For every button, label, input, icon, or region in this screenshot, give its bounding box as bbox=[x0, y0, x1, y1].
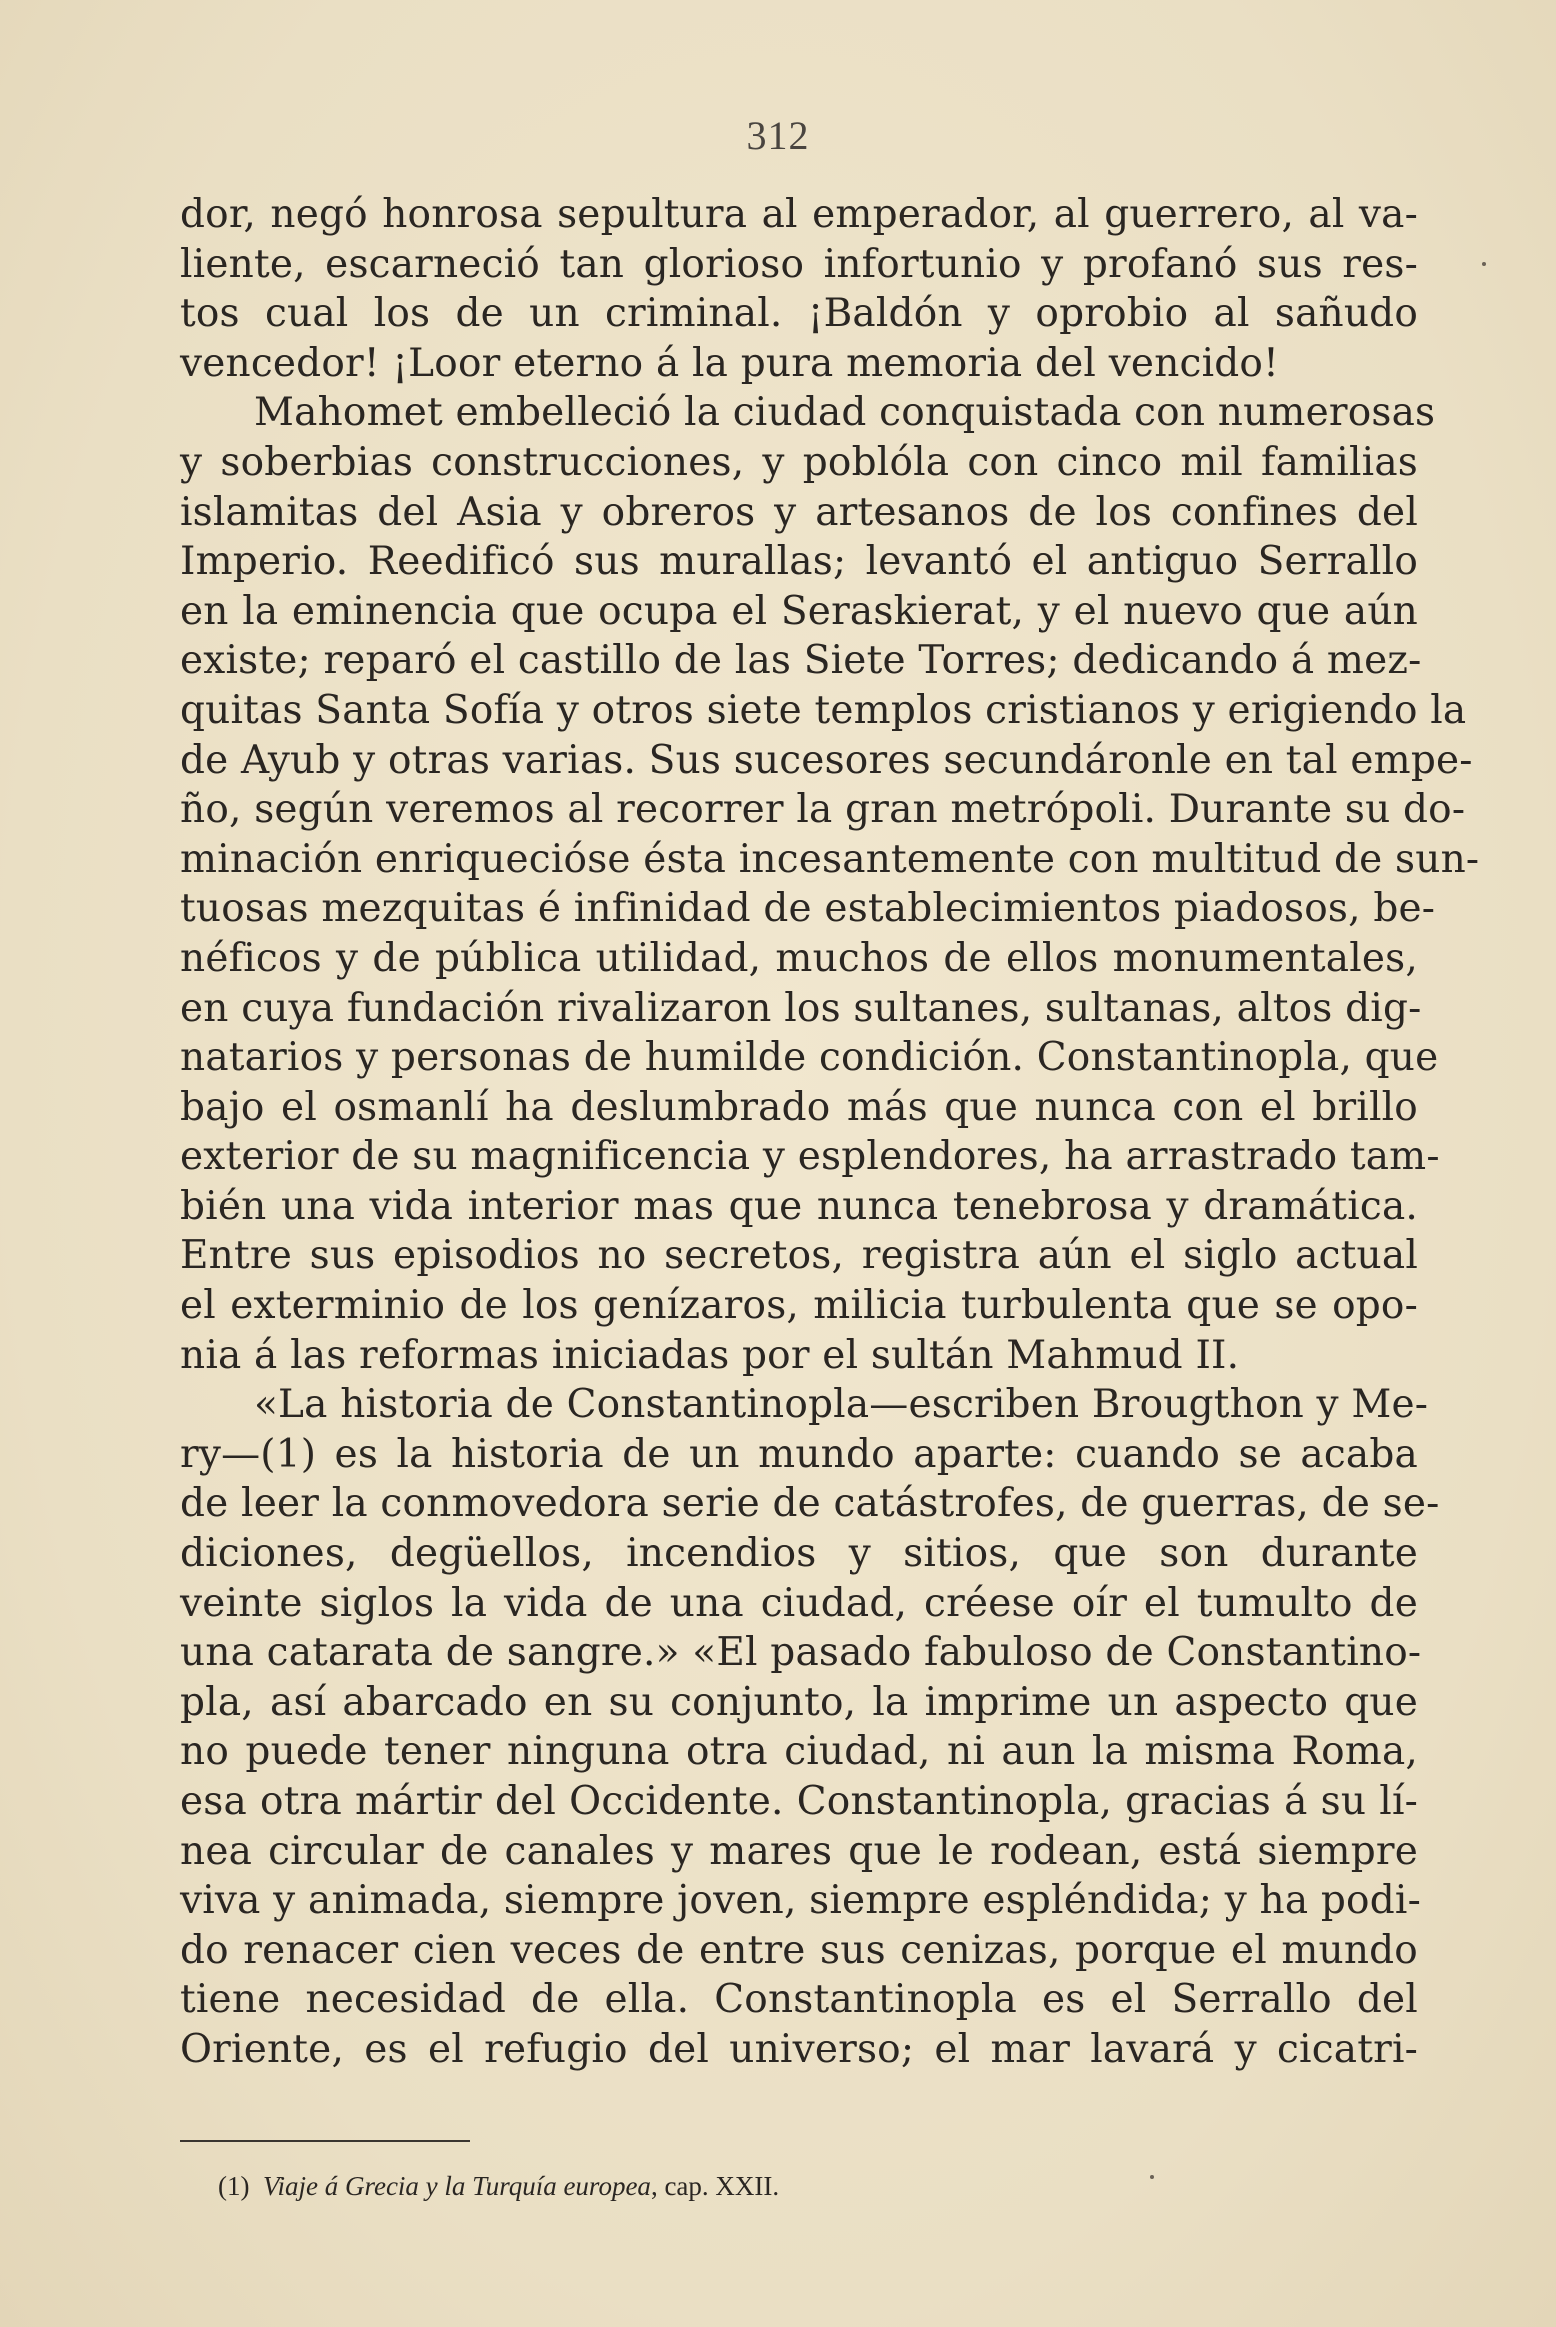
text-line: nea circular de canales y mares que le rodean, está siempre bbox=[180, 1828, 1418, 1874]
text-line: existe; reparó el castillo de las Siete Torres; dedicando á mez- bbox=[180, 638, 1422, 684]
text-line: tuosas mezquitas é infinidad de establecimientos piadosos, be- bbox=[180, 886, 1436, 932]
text-line: minación enriquecióse ésta incesantemente con multitud de sun- bbox=[180, 836, 1480, 882]
text-line: y soberbias construcciones, y poblóla con cinco mil familias bbox=[180, 439, 1418, 485]
text-line: viva y animada, siempre joven, siempre espléndida; y ha podi- bbox=[180, 1878, 1421, 1924]
text-line: Imperio. Reedificó sus murallas; levantó el antiguo Serrallo bbox=[180, 539, 1418, 585]
text-line: bajo el osmanlí ha deslumbrado más que nunca con el brillo bbox=[180, 1084, 1418, 1130]
text-line: néficos y de pública utilidad, muchos de ellos monumentales, bbox=[180, 935, 1418, 981]
text-line: natarios y personas de humilde condición. Constantinopla, que bbox=[180, 1035, 1439, 1081]
text-line: una catarata de sangre.» «El pasado fabuloso de Constantino- bbox=[180, 1630, 1422, 1676]
text-line: en la eminencia que ocupa el Seraskierat, y el nuevo que aún bbox=[180, 588, 1418, 634]
text-line: de Ayub y otras varias. Sus sucesores secundáronle en tal empe- bbox=[180, 737, 1473, 783]
page-number: 312 bbox=[746, 113, 810, 158]
text-line: no puede tener ninguna otra ciudad, ni aun la misma Roma, bbox=[180, 1729, 1418, 1775]
body-text bbox=[180, 190, 1480, 2075]
text-line: en cuya fundación rivalizaron los sultanes, sultanas, altos dig- bbox=[180, 985, 1422, 1031]
text-line: ño, según veremos al recorrer la gran metrópoli. Durante su do- bbox=[180, 787, 1466, 833]
text-line: exterior de su magnificencia y esplendores, ha arrastrado tam- bbox=[180, 1134, 1440, 1180]
footnote-reference: , cap. XXII. bbox=[650, 2171, 780, 2201]
text-line: tiene necesidad de ella. Constantinopla es el Serrallo del bbox=[180, 1977, 1418, 2023]
text-line: tos cual los de un criminal. ¡Baldón y oprobio al sañudo bbox=[180, 291, 1418, 337]
text-line: quitas Santa Sofía y otros siete templos cristianos y erigiendo la bbox=[180, 687, 1467, 733]
text-line: ry—(1) es la historia de un mundo aparte: cuando se acaba bbox=[180, 1431, 1418, 1477]
text-line: vencedor! ¡Loor eterno á la pura memoria del vencido! bbox=[180, 340, 1279, 386]
text-line: liente, escarneció tan glorioso infortunio y profanó sus res- bbox=[180, 241, 1418, 287]
text-line: islamitas del Asia y obreros y artesanos de los confines del bbox=[180, 489, 1418, 535]
text-line: «La historia de Constantinopla—escriben Brougthon y Me- bbox=[254, 1382, 1429, 1428]
text-line: diciones, degüellos, incendios y sitios, que son durante bbox=[180, 1531, 1418, 1577]
text-line: Mahomet embelleció la ciudad conquistada con numerosas bbox=[254, 390, 1436, 436]
text-line: do renacer cien veces de entre sus cenizas, porque el mundo bbox=[180, 1927, 1418, 1973]
text-line: el exterminio de los genízaros, milicia turbulenta que se opo- bbox=[180, 1283, 1418, 1329]
text-line: dor, negó honrosa sepultura al emperador, al guerrero, al va- bbox=[180, 192, 1418, 237]
text-line: bién una vida interior mas que nunca tenebrosa y dramática. bbox=[180, 1183, 1418, 1229]
text-line: Entre sus episodios no secretos, registra aún el siglo actual bbox=[180, 1233, 1418, 1279]
footnote-rule bbox=[180, 2140, 470, 2142]
text-line: nia á las reformas iniciadas por el sultán Mahmud II. bbox=[180, 1332, 1240, 1378]
text-line: veinte siglos la vida de una ciudad, créese oír el tumulto de bbox=[180, 1580, 1418, 1626]
text-line: pla, así abarcado en su conjunto, la imprime un aspecto que bbox=[180, 1679, 1418, 1725]
footnote-title: Viaje á Grecia y la Turquía europea bbox=[262, 2171, 651, 2201]
footnote bbox=[218, 2171, 779, 2202]
text-line: esa otra mártir del Occidente. Constantinopla, gracias á su lí- bbox=[180, 1779, 1418, 1824]
print-speck bbox=[1482, 262, 1486, 266]
print-speck bbox=[1150, 2175, 1154, 2179]
text-line: de leer la conmovedora serie de catástrofes, de guerras, de se- bbox=[180, 1481, 1440, 1527]
text-line: Oriente, es el refugio del universo; el mar lavará y cicatri- bbox=[180, 2026, 1418, 2072]
footnote-marker: (1) bbox=[218, 2171, 250, 2201]
